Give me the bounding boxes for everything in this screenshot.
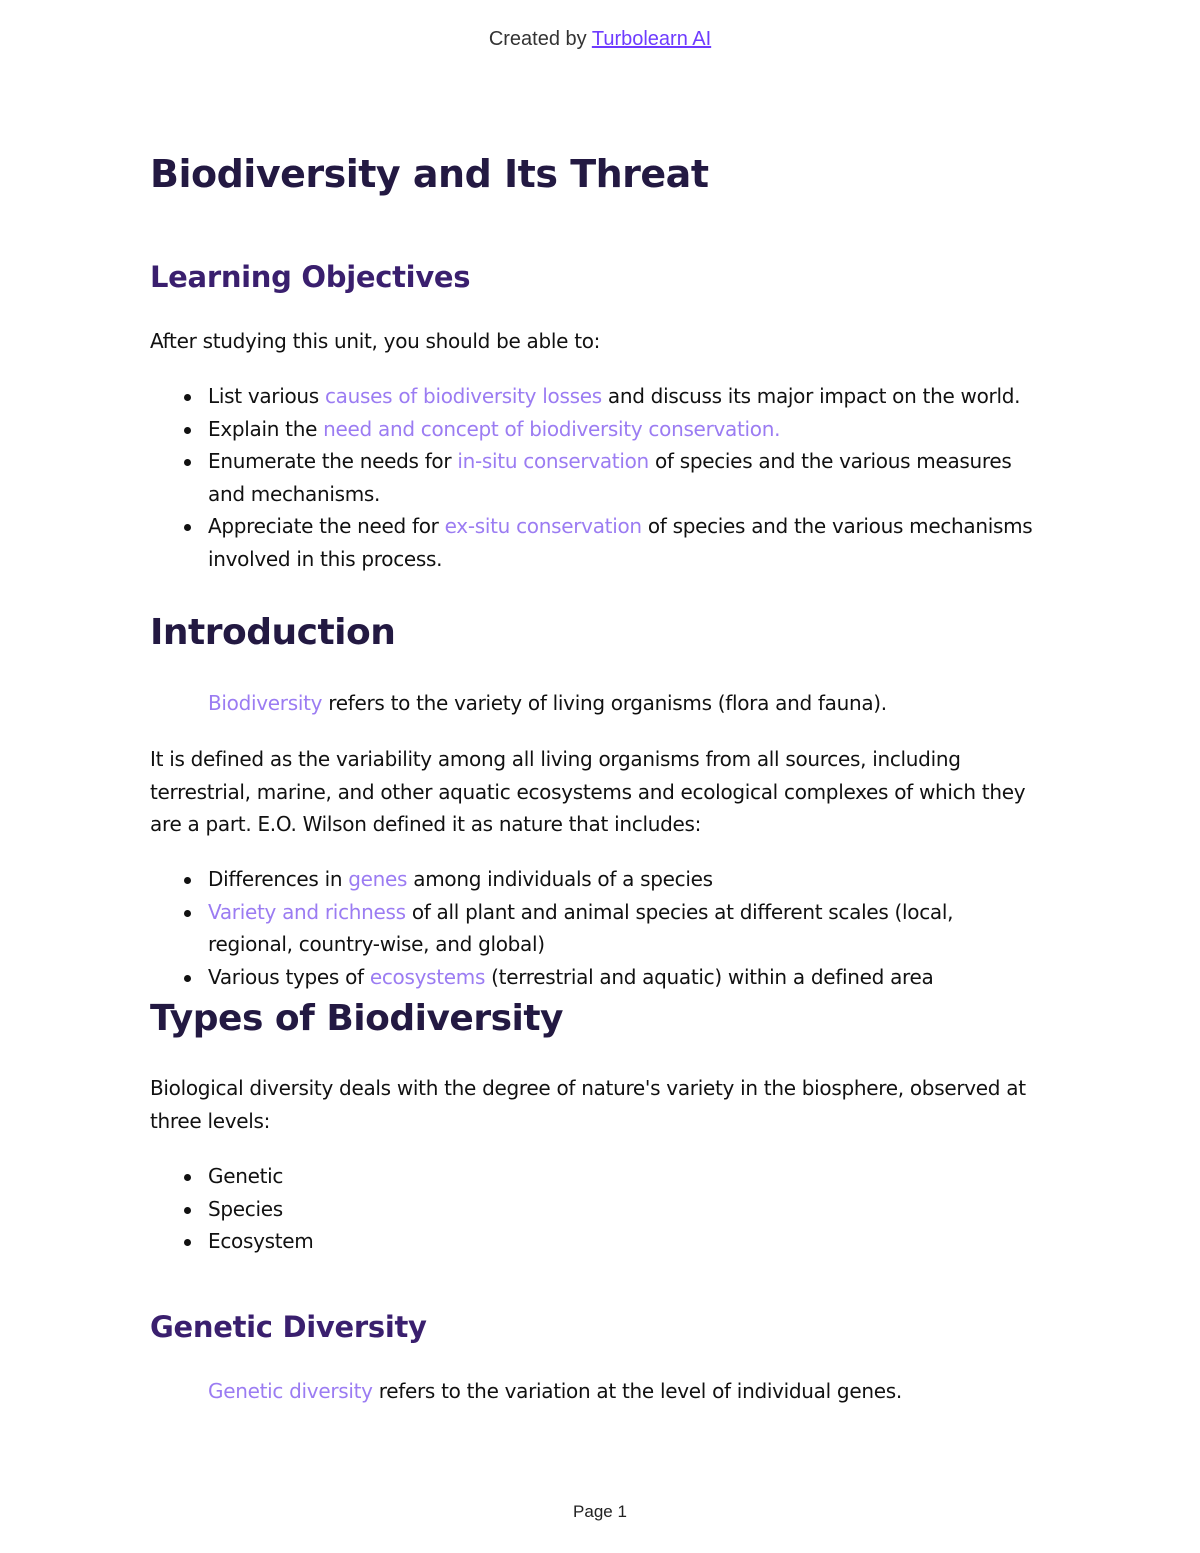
- highlight-term: Variety and richness: [208, 899, 406, 924]
- genetic-diversity-heading: Genetic Diversity: [150, 1310, 427, 1344]
- list-item: Explain the need and concept of biodiversity conservation.: [150, 413, 1040, 446]
- highlight-term: need and concept of biodiversity conservation.: [323, 416, 781, 441]
- document-title: Biodiversity and Its Threat: [150, 152, 709, 196]
- list-item: List various causes of biodiversity losses and discuss its major impact on the world.: [150, 380, 1040, 413]
- list-item: Enumerate the needs for in-situ conservation of species and the various measures and mechanisms.: [150, 445, 1040, 510]
- list-item: Appreciate the need for ex-situ conservation of species and the various mechanisms involved in this process.: [150, 510, 1040, 575]
- genetic-diversity-definition: Genetic diversity refers to the variation at the level of individual genes.: [208, 1379, 902, 1403]
- page-header: [0, 28, 1200, 51]
- biodiversity-definition: Biodiversity refers to the variety of living organisms (flora and fauna).: [208, 691, 887, 715]
- types-paragraph: Biological diversity deals with the degree of nature's variety in the biosphere, observed at three levels:: [150, 1076, 1026, 1133]
- highlight-term: causes of biodiversity losses: [324, 384, 602, 408]
- learning-objectives-heading: Learning Objectives: [150, 260, 471, 294]
- highlight-term: ex-situ conservation: [444, 514, 642, 538]
- highlight-term: Biodiversity: [208, 691, 323, 715]
- objectives-intro: After studying this unit, you should be able to:: [150, 329, 601, 353]
- list-item: Variety and richness of all plant and animal species at different scales (local, regional, country-wise, and global): [150, 896, 1040, 961]
- wilson-list: [150, 863, 1040, 993]
- types-list: [150, 1160, 1040, 1258]
- list-item: Species: [150, 1193, 1040, 1226]
- list-item: Ecosystem: [150, 1225, 1040, 1258]
- introduction-heading: Introduction: [150, 612, 396, 653]
- page-number: Page 1: [573, 1502, 627, 1521]
- highlight-term: Genetic diversity: [208, 1379, 373, 1403]
- list-item: Various types of ecosystems (terrestrial and aquatic) within a defined area: [150, 961, 1040, 994]
- introduction-paragraph: It is defined as the variability among all living organisms from all sources, including terrestrial, marine, and other aquatic ecosystems and ecological complexes of which they are a part. E.O. Wilson defined it as nature that includes:: [150, 747, 1026, 836]
- highlight-term: ecosystems: [369, 964, 486, 989]
- highlight-term: genes: [348, 867, 408, 891]
- turbolearn-link[interactable]: Turbolearn AI: [591, 28, 712, 50]
- types-heading: Types of Biodiversity: [150, 998, 564, 1039]
- objectives-list: [150, 380, 1040, 575]
- highlight-term: in-situ conservation: [457, 449, 649, 473]
- list-item: Differences in genes among individuals of a species: [150, 863, 1040, 896]
- list-item: Genetic: [150, 1160, 1040, 1193]
- created-by-label: Created by: [488, 28, 592, 50]
